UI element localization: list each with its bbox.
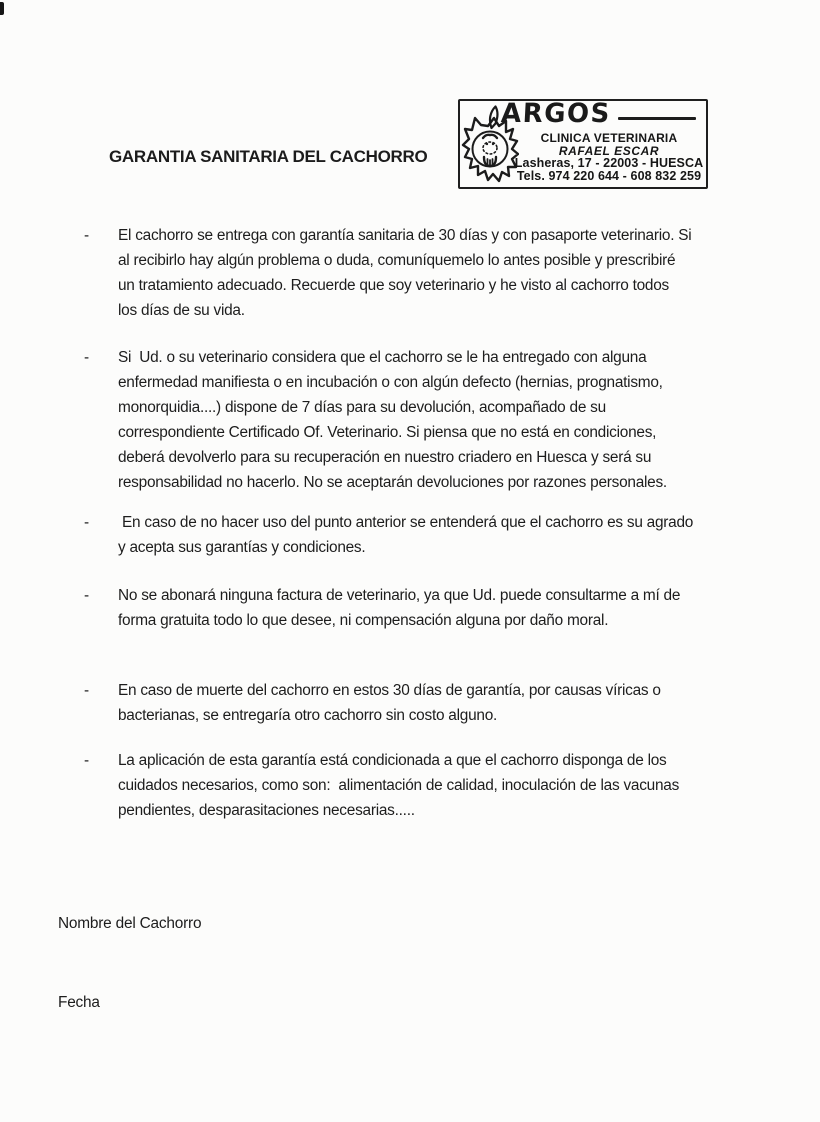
text-line: pendientes, desparasitaciones necesarias..... (118, 802, 415, 819)
text-line: cuidados necesarios, como son: alimentación de calidad, inoculación de las vacunas (118, 777, 680, 794)
brand-accent-icon (487, 105, 500, 135)
stamp-address-block (514, 132, 704, 182)
bullet-dash: - (84, 752, 90, 769)
text-line: El cachorro se entrega con garantía sanitaria de 30 días y con pasaporte veterinario. Si (118, 227, 692, 244)
text-line: un tratamiento adecuado. Recuerde que soy veterinario y he visto al cachorro todos (118, 277, 669, 294)
text-line: Si Ud. o su veterinario considera que el cachorro se le ha entregado con alguna (118, 349, 647, 366)
bullet-paragraph (84, 678, 661, 728)
text-line: En caso de muerte del cachorro en estos 30 días de garantía, por causas víricas o (118, 682, 661, 699)
bullet-dash: - (84, 349, 90, 366)
street-address: Lasheras, 17 - 22003 - HUESCA (514, 156, 704, 170)
bullet-paragraph (84, 510, 693, 560)
date-label: Fecha (58, 994, 100, 1011)
text-line: responsabilidad no hacerlo. No se aceptarán devoluciones por razones personales. (118, 474, 667, 491)
text-line: correspondiente Certificado Of. Veterinario. Si piensa que no está en condiciones, (118, 424, 657, 441)
puppy-name-label: Nombre del Cachorro (58, 915, 202, 932)
text-line: al recibirlo hay algún problema o duda, comuníquemelo lo antes posible y prescribiré (118, 252, 676, 269)
text-line: La aplicación de esta garantía está condicionada a que el cachorro disponga de los (118, 752, 667, 769)
text-line: deberá devolverlo para su recuperación en nuestro criadero en Huesca y será su (118, 449, 652, 466)
text-line: En caso de no hacer uso del punto anterior se entenderá que el cachorro es su agrado (118, 514, 694, 531)
bullet-paragraph (84, 223, 691, 323)
text-line: No se abonará ninguna factura de veterinario, ya que Ud. puede consultarme a mí de (118, 587, 681, 604)
text-line: los días de su vida. (118, 302, 245, 319)
bullet-dash: - (84, 227, 90, 244)
brand-rule (618, 117, 696, 120)
text-line: y acepta sus garantías y condiciones. (118, 539, 366, 556)
clinic-line: CLINICA VETERINARIA (540, 131, 678, 145)
brand-name: ARGOS (500, 98, 612, 130)
scan-artifact (0, 2, 4, 15)
clinic-stamp (458, 99, 708, 189)
phone-numbers: Tels. 974 220 644 - 608 832 259 (516, 168, 702, 183)
document-title: GARANTIA SANITARIA DEL CACHORRO (109, 147, 428, 166)
bullet-dash: - (84, 682, 90, 699)
text-line: forma gratuita todo lo que desee, ni compensación alguna por daño moral. (118, 612, 609, 629)
text-line: enfermedad manifiesta o en incubación o con algún defecto (hernias, prognatismo, (118, 374, 663, 391)
text-line: monorquidia....) dispone de 7 días para su devolución, acompañado de su (118, 399, 606, 416)
bullet-paragraph (84, 345, 667, 495)
text-line: bacterianas, se entregaría otro cachorro sin costo alguno. (118, 707, 498, 724)
stamp-brand (487, 99, 611, 135)
bullet-paragraph (84, 748, 679, 823)
bullet-dash: - (84, 514, 90, 531)
bullet-paragraph (84, 583, 680, 633)
vet-name: RAFAEL ESCAR (558, 143, 660, 158)
bullet-dash: - (84, 587, 90, 604)
